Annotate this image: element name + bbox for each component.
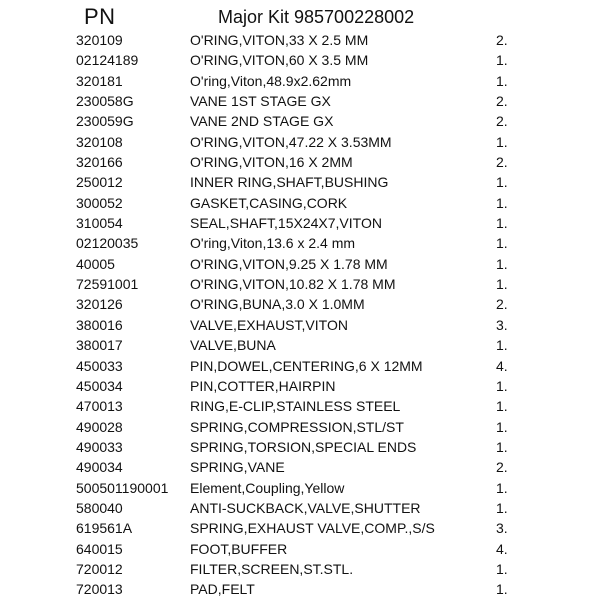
part-quantity: 1. bbox=[496, 479, 508, 496]
table-row bbox=[0, 417, 600, 437]
part-quantity: 1. bbox=[496, 174, 508, 191]
table-row bbox=[0, 559, 600, 579]
part-number: 250012 bbox=[76, 174, 123, 191]
part-quantity: 1. bbox=[496, 52, 508, 69]
table-row bbox=[0, 233, 600, 253]
part-quantity: 1. bbox=[496, 560, 508, 577]
part-quantity: 2. bbox=[496, 32, 508, 48]
part-description: VALVE,BUNA bbox=[190, 337, 276, 354]
table-row bbox=[0, 111, 600, 131]
part-quantity: 3. bbox=[496, 520, 508, 537]
table-row bbox=[0, 498, 600, 518]
part-number: 02120035 bbox=[76, 235, 139, 252]
part-quantity: 4. bbox=[496, 357, 508, 374]
part-quantity: 1. bbox=[496, 499, 508, 516]
table-row bbox=[0, 579, 600, 599]
table-row bbox=[0, 193, 600, 213]
part-number: 580040 bbox=[76, 499, 123, 516]
part-number: 320126 bbox=[76, 296, 123, 313]
part-description: FOOT,BUFFER bbox=[190, 540, 288, 557]
part-number: 320108 bbox=[76, 133, 123, 150]
part-description: SEAL,SHAFT,15X24X7,VITON bbox=[190, 215, 382, 232]
table-row bbox=[0, 315, 600, 335]
table-row bbox=[0, 152, 600, 172]
part-quantity: 1. bbox=[496, 581, 508, 598]
table-row bbox=[0, 172, 600, 192]
part-number: 300052 bbox=[76, 194, 123, 211]
part-description: SPRING,EXHAUST VALVE,COMP.,S/S bbox=[190, 520, 435, 537]
part-number: 40005 bbox=[76, 255, 115, 272]
table-row bbox=[0, 457, 600, 477]
table-row bbox=[0, 91, 600, 111]
table-row bbox=[0, 254, 600, 274]
table-row bbox=[0, 213, 600, 233]
table-row bbox=[0, 294, 600, 314]
part-quantity: 4. bbox=[496, 540, 508, 557]
part-description: VANE 1ST STAGE GX bbox=[190, 93, 331, 110]
part-number: 72591001 bbox=[76, 276, 139, 293]
pn-column-header: PN bbox=[84, 4, 116, 29]
part-number: 490034 bbox=[76, 459, 123, 476]
kit-title: Major Kit 985700228002 bbox=[218, 7, 415, 27]
part-description: VALVE,EXHAUST,VITON bbox=[190, 316, 348, 333]
part-quantity: 3. bbox=[496, 316, 508, 333]
table-row bbox=[0, 132, 600, 152]
part-description: PIN,COTTER,HAIRPIN bbox=[190, 377, 336, 394]
part-quantity: 2. bbox=[496, 93, 508, 110]
part-number: 02124189 bbox=[76, 52, 139, 69]
part-quantity: 1. bbox=[496, 133, 508, 150]
table-row bbox=[0, 376, 600, 396]
part-quantity: 1. bbox=[496, 215, 508, 232]
table-row bbox=[0, 50, 600, 70]
part-number: 720012 bbox=[76, 560, 123, 577]
part-quantity: 1. bbox=[496, 438, 508, 455]
table-row bbox=[0, 396, 600, 416]
part-description: O'ring,Viton,13.6 x 2.4 mm bbox=[190, 235, 356, 252]
part-description: O'RING,VITON,10.82 X 1.78 MM bbox=[190, 276, 396, 293]
table-row bbox=[0, 71, 600, 91]
part-number: 619561A bbox=[76, 520, 133, 537]
table-row bbox=[0, 437, 600, 457]
part-description: O'RING,VITON,47.22 X 3.53MM bbox=[190, 133, 392, 150]
part-number: 320181 bbox=[76, 72, 123, 89]
part-number: 320166 bbox=[76, 154, 123, 171]
part-number: 720013 bbox=[76, 581, 123, 598]
part-description: Element,Coupling,Yellow bbox=[190, 479, 345, 496]
part-number: 230059G bbox=[76, 113, 134, 130]
part-number: 450034 bbox=[76, 377, 123, 394]
part-description: O'RING,VITON,33 X 2.5 MM bbox=[190, 32, 369, 48]
part-description: SPRING,COMPRESSION,STL/ST bbox=[190, 418, 404, 435]
part-description: O'RING,VITON,16 X 2MM bbox=[190, 154, 353, 171]
part-number: 470013 bbox=[76, 398, 123, 415]
part-description: SPRING,VANE bbox=[190, 459, 285, 476]
part-quantity: 1. bbox=[496, 337, 508, 354]
part-quantity: 2. bbox=[496, 154, 508, 171]
table-row bbox=[0, 478, 600, 498]
table-row bbox=[0, 356, 600, 376]
part-number: 310054 bbox=[76, 215, 123, 232]
part-quantity: 2. bbox=[496, 296, 508, 313]
part-number: 490028 bbox=[76, 418, 123, 435]
part-quantity: 1. bbox=[496, 72, 508, 89]
part-description: SPRING,TORSION,SPECIAL ENDS bbox=[190, 438, 417, 455]
part-number: 450033 bbox=[76, 357, 123, 374]
part-quantity: 1. bbox=[496, 194, 508, 211]
part-description: O'ring,Viton,48.9x2.62mm bbox=[190, 72, 352, 89]
part-description: PAD,FELT bbox=[190, 581, 255, 598]
part-quantity: 1. bbox=[496, 276, 508, 293]
part-description: O'RING,VITON,9.25 X 1.78 MM bbox=[190, 255, 388, 272]
part-description: O'RING,BUNA,3.0 X 1.0MM bbox=[190, 296, 365, 313]
part-description: O'RING,VITON,60 X 3.5 MM bbox=[190, 52, 369, 69]
part-number: 500501190001 bbox=[76, 479, 169, 496]
part-description: INNER RING,SHAFT,BUSHING bbox=[190, 174, 389, 191]
part-description: ANTI-SUCKBACK,VALVE,SHUTTER bbox=[190, 499, 421, 516]
part-number: 380017 bbox=[76, 337, 123, 354]
part-number: 490033 bbox=[76, 438, 123, 455]
part-quantity: 1. bbox=[496, 255, 508, 272]
table-row bbox=[0, 518, 600, 538]
part-quantity: 1. bbox=[496, 235, 508, 252]
table-row bbox=[0, 539, 600, 559]
part-number: 380016 bbox=[76, 316, 123, 333]
part-number: 230058G bbox=[76, 93, 134, 110]
part-description: RING,E-CLIP,STAINLESS STEEL bbox=[190, 398, 401, 415]
parts-table bbox=[0, 30, 600, 600]
part-quantity: 1. bbox=[496, 377, 508, 394]
table-row bbox=[0, 30, 600, 50]
table-row bbox=[0, 335, 600, 355]
part-quantity: 1. bbox=[496, 398, 508, 415]
part-description: PIN,DOWEL,CENTERING,6 X 12MM bbox=[190, 357, 423, 374]
part-description: FILTER,SCREEN,ST.STL. bbox=[190, 560, 354, 577]
table-row bbox=[0, 274, 600, 294]
part-quantity: 1. bbox=[496, 418, 508, 435]
part-number: 320109 bbox=[76, 32, 123, 48]
part-description: GASKET,CASING,CORK bbox=[190, 194, 348, 211]
part-number: 640015 bbox=[76, 540, 123, 557]
part-quantity: 2. bbox=[496, 459, 508, 476]
part-description: VANE 2ND STAGE GX bbox=[190, 113, 334, 130]
part-quantity: 2. bbox=[496, 113, 508, 130]
